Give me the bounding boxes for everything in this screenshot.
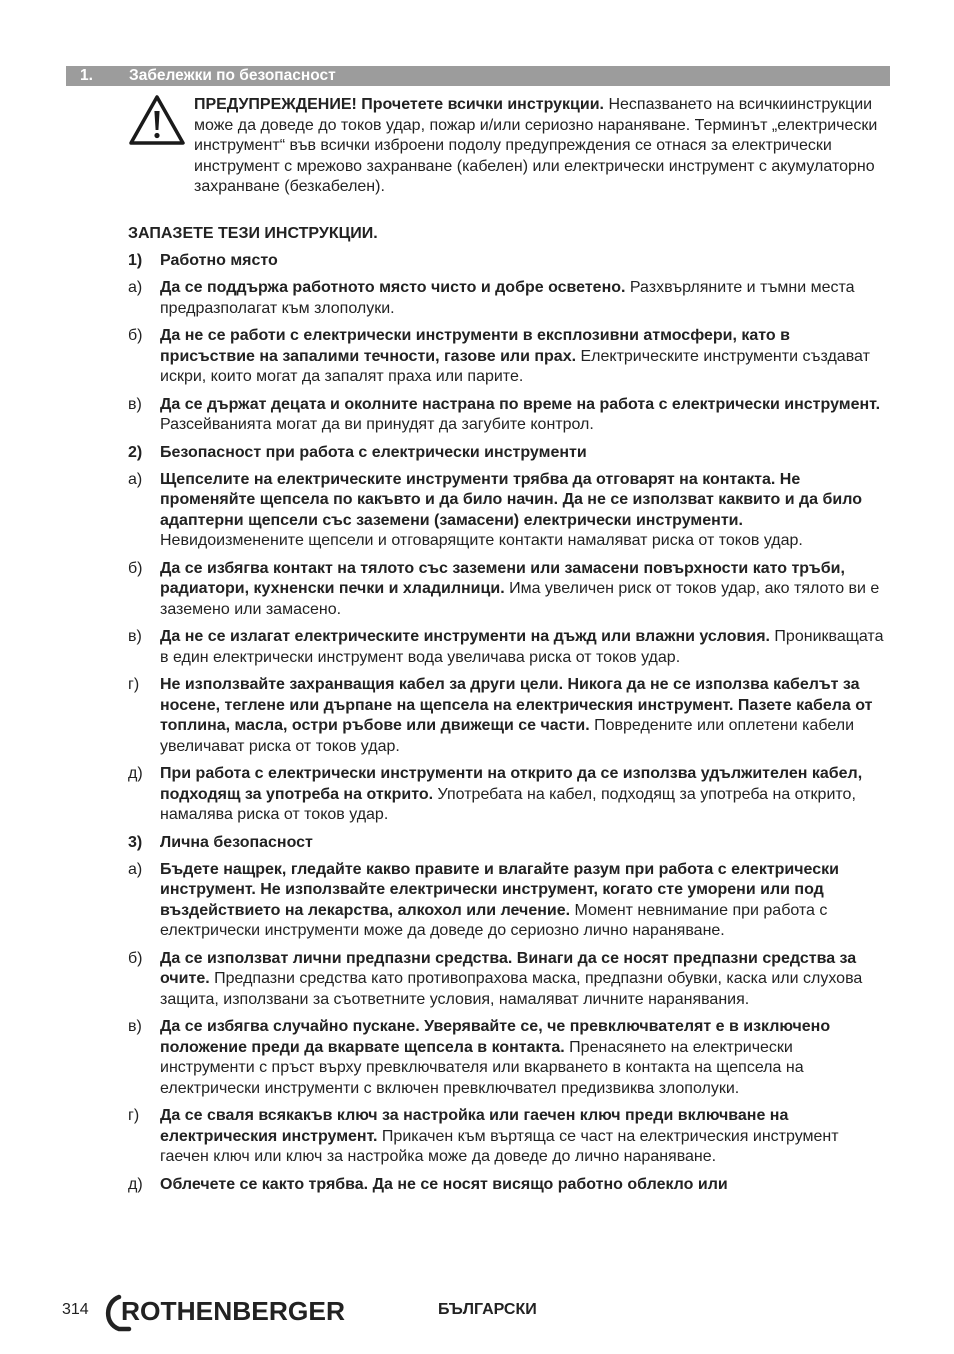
item-body-text: Разсейванията могат да ви принудят да загубите контрол. [160,416,594,433]
list-item [128,395,888,436]
list-marker: а) [128,470,143,488]
list-marker: 2) [128,443,143,461]
item-body-text: Употребата на кабел, подходящ за употреба на открито, намалява риска от токов удар. [160,785,856,823]
item-bold-text: Лична безопасност [160,833,313,851]
item-bold-text: Работно място [160,252,278,269]
page-footer [0,1290,954,1340]
list-item [128,1017,888,1099]
rothenberger-logo [96,1290,356,1334]
warning-body: Неспазването на всичкиинструкции може да доведе до токов удар, пожар и/или сериозно нараняване. Терминът „електрически инструмент“ във всички изброени подолу предупреждения се отнася за електрически инструмент с мрежово захранване (кабелен) или електрически инструмент с акумулаторно захранване (безкабелен). [194,96,878,195]
list-marker: б) [128,327,143,344]
list-item [128,949,888,1011]
subsection-heading [128,443,888,463]
item-body-text: Невидоизменените щепсели и отговарящите контакти намаляват риска от токов удар. [160,532,803,549]
item-body-text: Пренасянето на електрически инструменти с пръст върху превключвателя или вкарването в контакта на щепсела на електрически инструменти с включен превключвател предизвиква злополуки. [160,1038,804,1097]
item-bold-text: Да не се излагат електрическите инструменти на дъжд или влажни условия. [160,628,770,645]
list-marker: г) [128,1107,140,1124]
list-item [128,1106,888,1168]
list-item [128,278,888,319]
list-marker: а) [128,279,143,296]
item-bold-text: Да се държат децата и околните настрана по време на работа с електрически инструмент. [160,395,881,413]
list-item [128,326,888,388]
list-marker: д) [128,1175,143,1193]
list-item [128,675,888,757]
section-title: Забележки по безопасност [129,67,336,84]
item-body-text: Разхвърляните и тъмни места предразполагат към злополуки. [160,279,855,317]
warning-bold: ПРЕДУПРЕЖДЕНИЕ! Прочетете всички инструкции. [194,96,604,113]
item-bold-text: Бъдете нащрек, гледайте какво правите и влагайте разум при работа с електрически инструмент. Не използвайте електрически инструмент, когато сте уморени или под въздействието на лекарства, алкохол или лечение. [160,860,839,919]
item-bold-text: При работа с електрически инструменти на открито да се използва удължителен кабел, подходящ за употреба на открито. [160,765,863,803]
list-marker: 3) [128,833,143,851]
item-body-text: Предпазни средства като противопрахова маска, предпазни обувки, каска или слухова защита, използвани за съответните условия, намаляват личните наранявания. [160,970,863,1008]
item-body-text: Има увеличен риск от токов удар, ако тялото ви е заземено или замасено. [160,580,880,618]
item-bold-text: Да се поддържа работното място чисто и добре осветено. [160,279,626,296]
list-marker: г) [128,676,140,693]
list-item [128,1175,888,1196]
keep-instructions: ЗАПАЗЕТЕ ТЕЗИ ИНСТРУКЦИИ. [128,225,378,242]
list-marker: д) [128,765,143,782]
item-bold-text: Да се избягва контакт на тялото със заземени или замасени повърхности като тръби, радиатори, кухненски печки и хладилници. [160,559,845,597]
list-marker: в) [128,1018,142,1035]
list-item [128,559,888,621]
item-bold-text: Да се избягва случайно пускане. Уверявайте се, че превключвателят е в изключено положение преди да вкарвате щепсела в контакта. [160,1018,831,1056]
item-bold-text: Да се използват лични предпазни средства. Винаги да се носят предпазни средства за очите. [160,949,857,987]
instructions [128,224,888,1202]
language-label: БЪЛГАРСКИ [438,1301,537,1318]
item-body-text: Електрическите инструменти създават искри, които могат да запалят праха или парите. [160,347,870,385]
item-bold-text: Да се сваля всякакъв ключ за настройка или гаечен ключ преди включване на електрическия инструмент. [160,1107,789,1145]
item-bold-text: Безопасност при работа с електрически инструменти [160,443,587,461]
item-bold-text: Да не се работи с електрически инструменти в експлозивни атмосфери, като в присъствие на запалими течности, газове или прах. [160,327,790,365]
item-body-text: Прикачен към въртяща се част на електрическия инструмент гаечен ключ или ключ за настройка може да доведе до лично нараняване. [160,1127,839,1165]
section-header [66,66,890,86]
item-body-text: Проникващата в един електрически инструмент вода увеличава риска от токов удар. [160,628,884,666]
list-item [128,860,888,942]
list-marker: в) [128,628,142,645]
list-marker: 1) [128,252,143,269]
list-marker: а) [128,860,143,878]
warning-triangle-icon [128,94,186,146]
item-bold-text: Облечете се както трябва. Да не се носят висящо работно облекло или [160,1175,728,1193]
instruction-list [128,251,888,1195]
svg-text:ROTHENBERGER: ROTHENBERGER [121,1296,346,1326]
section-number: 1. [80,67,93,84]
list-item [128,764,888,826]
item-bold-text: Щепселите на електрическите инструменти трябва да отговарят на контакта. Не променяйте щепсела по какъвто и да било начин. Да не се използват каквито и да било адаптерни щепсели със заземени (замасени) електрически инструменти. [160,470,862,529]
item-bold-text: Не използвайте захранващия кабел за други цели. Никога да не се използва кабелът за носене, теглене или дърпане на щепсела на електрическия инструмент. Пазете кабела от топлина, масла, остри ръбове или движещи се части. [160,676,873,734]
subsection-heading [128,251,888,271]
list-item [128,470,888,552]
subsection-heading [128,833,888,853]
item-body-text: Повредените или оплетени кабели увеличават риска от токов удар. [160,717,855,755]
warning-paragraph [194,95,884,198]
item-body-text: Момент невнимание при работа с електрически инструменти може да доведе до сериозно лично нараняване. [160,901,828,939]
list-marker: в) [128,395,142,413]
page-number: 314 [62,1301,89,1318]
list-marker: б) [128,559,143,577]
list-marker: б) [128,949,143,967]
list-item [128,627,888,668]
